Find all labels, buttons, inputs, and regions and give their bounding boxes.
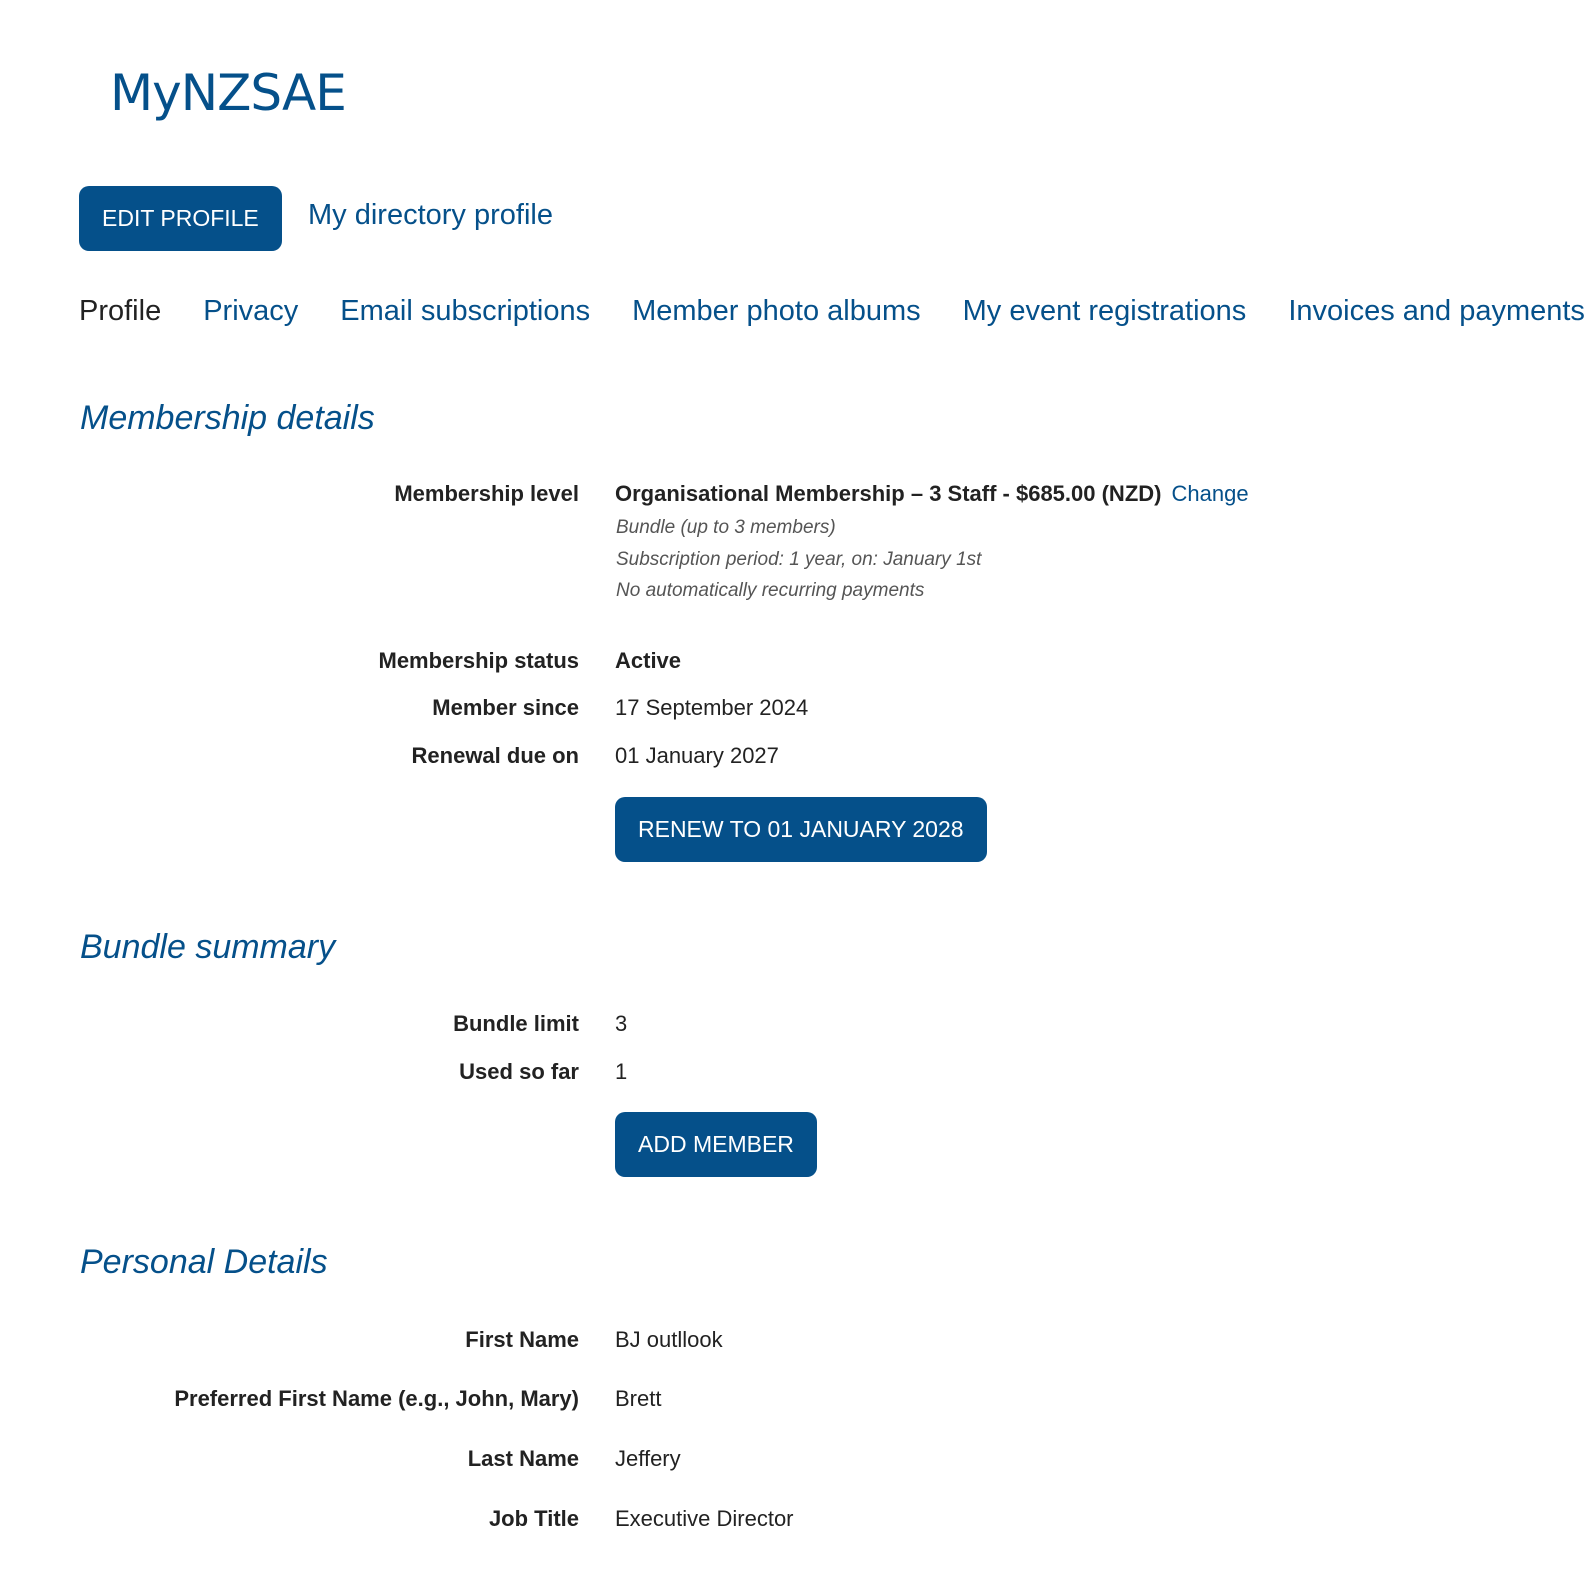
add-member-button[interactable]: ADD MEMBER [615, 1112, 817, 1177]
preferred-first-name-label: Preferred First Name (e.g., John, Mary) [174, 1386, 579, 1411]
tab-email-subscriptions[interactable]: Email subscriptions [340, 295, 591, 327]
tab-privacy[interactable]: Privacy [203, 295, 299, 327]
last-name-value: Jeffery [615, 1446, 681, 1471]
directory-profile-link[interactable]: My directory profile [308, 199, 553, 231]
tab-event-registrations[interactable]: My event registrations [962, 295, 1247, 327]
personal-details-heading: Personal Details [80, 1243, 328, 1281]
edit-profile-button[interactable]: EDIT PROFILE [79, 186, 282, 251]
membership-level-label: Membership level [394, 481, 579, 506]
page-title: MyNZSAE [110, 64, 346, 122]
first-name-label: First Name [465, 1327, 579, 1352]
membership-status-label: Membership status [378, 648, 579, 673]
renewal-due-value: 01 January 2027 [615, 743, 779, 768]
bundle-limit-label: Bundle limit [453, 1011, 579, 1036]
tab-profile[interactable]: Profile [79, 295, 162, 327]
membership-level-value [615, 480, 1249, 508]
renew-button[interactable]: RENEW TO 01 JANUARY 2028 [615, 797, 987, 862]
tab-member-photo-albums[interactable]: Member photo albums [632, 295, 921, 327]
membership-note-payments: No automatically recurring payments [616, 580, 925, 601]
membership-level-text: Organisational Membership – 3 Staff - $685.00 (NZD) [615, 481, 1162, 506]
renewal-due-label: Renewal due on [411, 743, 579, 768]
bundle-limit-value: 3 [615, 1011, 628, 1036]
used-so-far-value: 1 [615, 1059, 628, 1084]
member-since-value: 17 September 2024 [615, 695, 809, 720]
preferred-first-name-value: Brett [615, 1386, 662, 1411]
bundle-summary-heading: Bundle summary [80, 928, 336, 966]
membership-status-value: Active [615, 648, 682, 673]
tab-invoices-payments[interactable]: Invoices and payments [1288, 295, 1585, 327]
job-title-label: Job Title [488, 1506, 579, 1531]
used-so-far-label: Used so far [459, 1059, 579, 1084]
last-name-label: Last Name [467, 1446, 579, 1471]
first-name-value: BJ outllook [615, 1327, 723, 1352]
profile-tabs [79, 291, 1585, 331]
member-since-label: Member since [432, 695, 579, 720]
job-title-value: Executive Director [615, 1506, 794, 1531]
membership-details-heading: Membership details [80, 399, 375, 437]
membership-note-period: Subscription period: 1 year, on: January 1st [616, 549, 982, 570]
membership-note-bundle: Bundle (up to 3 members) [616, 517, 836, 538]
change-membership-link[interactable]: Change [1171, 481, 1249, 506]
